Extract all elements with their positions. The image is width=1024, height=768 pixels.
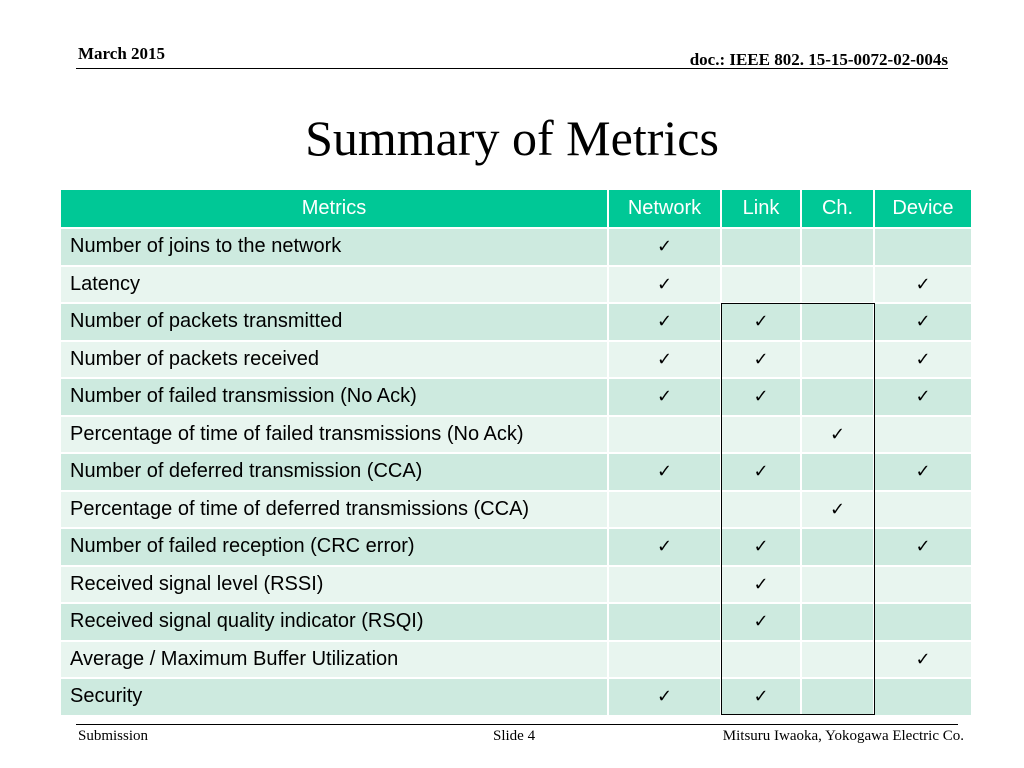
col-header-channel: Ch. — [801, 190, 874, 228]
table-body — [61, 228, 971, 716]
table-row — [61, 303, 971, 341]
checkmark-icon: ✓ — [753, 686, 769, 708]
col-header-metrics: Metrics — [61, 190, 608, 228]
footer-author: Mitsuru Iwaoka, Yokogawa Electric Co. — [722, 728, 964, 744]
cell-channel — [801, 416, 874, 454]
cell-channel — [801, 528, 874, 566]
cell-channel — [801, 266, 874, 304]
metric-name: Received signal quality indicator (RSQI) — [61, 603, 608, 641]
metrics-table — [61, 190, 971, 717]
table-row — [61, 491, 971, 529]
checkmark-icon: ✓ — [656, 686, 673, 708]
cell-link — [721, 266, 801, 304]
checkmark-icon: ✓ — [753, 461, 769, 483]
cell-channel — [801, 378, 874, 416]
cell-device — [874, 491, 971, 529]
table-row — [61, 266, 971, 304]
cell-channel — [801, 603, 874, 641]
checkmark-icon: ✓ — [915, 386, 931, 408]
checkmark-icon: ✓ — [753, 611, 769, 633]
metric-name: Security — [61, 678, 608, 716]
checkmark-icon: ✓ — [656, 348, 673, 370]
header-divider — [76, 68, 948, 69]
checkmark-icon: ✓ — [915, 311, 931, 333]
cell-link — [721, 566, 801, 604]
checkmark-icon: ✓ — [829, 498, 846, 520]
metric-name: Average / Maximum Buffer Utilization — [61, 641, 608, 679]
cell-channel — [801, 303, 874, 341]
cell-device — [874, 303, 971, 341]
checkmark-icon: ✓ — [915, 536, 931, 558]
table-row — [61, 528, 971, 566]
table-row — [61, 678, 971, 716]
footer-divider — [76, 724, 958, 725]
cell-network — [608, 641, 721, 679]
cell-device — [874, 341, 971, 379]
table-row — [61, 378, 971, 416]
checkmark-icon: ✓ — [915, 648, 931, 670]
cell-link — [721, 228, 801, 266]
checkmark-icon: ✓ — [656, 536, 673, 558]
table-row — [61, 566, 971, 604]
footer-submission: Submission — [78, 728, 149, 744]
cell-device — [874, 603, 971, 641]
cell-device — [874, 566, 971, 604]
cell-link — [721, 303, 801, 341]
footer-slide-number: Slide 4 — [493, 728, 536, 744]
cell-link — [721, 341, 801, 379]
metric-name: Percentage of time of deferred transmissions (CCA) — [61, 491, 608, 529]
table-row — [61, 228, 971, 266]
checkmark-icon: ✓ — [753, 386, 769, 408]
checkmark-icon: ✓ — [753, 536, 769, 558]
cell-channel — [801, 453, 874, 491]
cell-channel — [801, 491, 874, 529]
metric-name: Number of packets transmitted — [61, 303, 608, 341]
cell-network — [608, 228, 721, 266]
cell-link — [721, 528, 801, 566]
checkmark-icon: ✓ — [656, 236, 673, 258]
cell-network — [608, 491, 721, 529]
cell-link — [721, 378, 801, 416]
cell-device — [874, 641, 971, 679]
cell-link — [721, 416, 801, 454]
cell-link — [721, 641, 801, 679]
cell-channel — [801, 678, 874, 716]
cell-network — [608, 603, 721, 641]
slide-title: Summary of Metrics — [305, 110, 719, 166]
cell-link — [721, 678, 801, 716]
metric-name: Latency — [61, 266, 608, 304]
table-header-row — [61, 190, 971, 228]
checkmark-icon: ✓ — [753, 311, 769, 333]
cell-channel — [801, 228, 874, 266]
checkmark-icon: ✓ — [915, 461, 931, 483]
checkmark-icon: ✓ — [656, 311, 673, 333]
cell-network — [608, 678, 721, 716]
checkmark-icon: ✓ — [753, 573, 769, 595]
metric-name: Number of packets received — [61, 341, 608, 379]
metric-name: Number of joins to the network — [61, 228, 608, 266]
table-row — [61, 416, 971, 454]
cell-network — [608, 378, 721, 416]
cell-network — [608, 453, 721, 491]
col-header-link: Link — [721, 190, 801, 228]
cell-link — [721, 453, 801, 491]
metric-name: Number of deferred transmission (CCA) — [61, 453, 608, 491]
checkmark-icon: ✓ — [829, 423, 846, 445]
checkmark-icon: ✓ — [656, 461, 673, 483]
cell-device — [874, 416, 971, 454]
cell-network — [608, 341, 721, 379]
cell-device — [874, 528, 971, 566]
cell-network — [608, 266, 721, 304]
cell-device — [874, 378, 971, 416]
cell-network — [608, 416, 721, 454]
col-header-device: Device — [874, 190, 971, 228]
cell-link — [721, 603, 801, 641]
cell-network — [608, 303, 721, 341]
col-header-network: Network — [608, 190, 721, 228]
table-row — [61, 341, 971, 379]
table-row — [61, 453, 971, 491]
table-row — [61, 641, 971, 679]
cell-device — [874, 228, 971, 266]
table-row — [61, 603, 971, 641]
checkmark-icon: ✓ — [915, 348, 931, 370]
cell-device — [874, 453, 971, 491]
metric-name: Received signal level (RSSI) — [61, 566, 608, 604]
checkmark-icon: ✓ — [656, 386, 673, 408]
cell-network — [608, 566, 721, 604]
checkmark-icon: ✓ — [915, 273, 931, 295]
cell-channel — [801, 341, 874, 379]
cell-device — [874, 678, 971, 716]
metric-name: Number of failed reception (CRC error) — [61, 528, 608, 566]
cell-channel — [801, 641, 874, 679]
checkmark-icon: ✓ — [656, 273, 673, 295]
header-doc-id: doc.: IEEE 802. 15-15-0072-02-004s — [689, 50, 948, 69]
checkmark-icon: ✓ — [753, 348, 769, 370]
metric-name: Percentage of time of failed transmissions (No Ack) — [61, 416, 608, 454]
cell-device — [874, 266, 971, 304]
cell-channel — [801, 566, 874, 604]
cell-network — [608, 528, 721, 566]
header-date: March 2015 — [78, 44, 166, 63]
cell-link — [721, 491, 801, 529]
metric-name: Number of failed transmission (No Ack) — [61, 378, 608, 416]
